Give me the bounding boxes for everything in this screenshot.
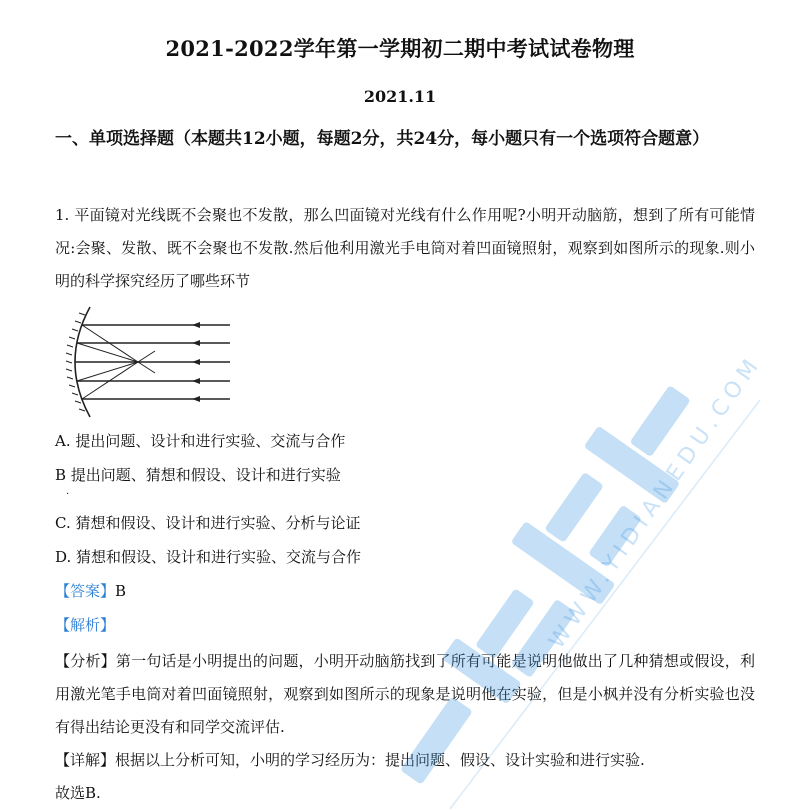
detail-paragraph bbox=[55, 744, 755, 810]
option-d: D. 猜想和假设、设计和进行实验、交流与合作 bbox=[55, 548, 362, 566]
watermark-url: WWW.YIDIANEDU.COM bbox=[544, 350, 767, 654]
analysis-paragraph bbox=[55, 645, 755, 744]
analysis-tag: 【分析】 bbox=[55, 652, 116, 670]
option-b-dot: . bbox=[66, 486, 70, 497]
option-a: A. 提出问题、设计和进行实验、交流与合作 bbox=[55, 432, 346, 450]
exam-date: 2021.11 bbox=[363, 87, 437, 106]
option-c: C. 猜想和假设、设计和进行实验、分析与论证 bbox=[55, 514, 361, 532]
exam-title: 2021-2022学年第一学期初二期中考试试卷物理 bbox=[165, 36, 635, 61]
question-stem: 1. 平面镜对光线既不会聚也不发散，那么凹面镜对光线有什么作用呢?小明开动脑筋，想到了所有可能情况:会聚、发散、既不会聚也不发散.然后他利用激光手电筒对着凹面镜照射，观察到如图所示的现象.则小明的科学探究经历了哪些环节 bbox=[55, 206, 755, 290]
conclusion-text: 故选B. bbox=[55, 784, 101, 802]
answer-line bbox=[55, 580, 126, 601]
detail-text: 根据以上分析可知，小明的学习经历为：提出问题、假设、设计实验和进行实验. bbox=[115, 751, 645, 769]
concave-mirror-figure bbox=[60, 305, 240, 420]
explain-tag: 【解析】 bbox=[55, 616, 116, 634]
answer-value: B bbox=[115, 582, 127, 600]
section-heading: 一、单项选择题（本题共12小题，每题2分，共24分，每小题只有一个选项符合题意） bbox=[55, 129, 710, 149]
option-b: B 提出问题、猜想和假设、设计和进行实验 bbox=[55, 466, 341, 484]
ray-arrows bbox=[192, 322, 200, 402]
detail-tag: 【详解】 bbox=[55, 751, 116, 769]
answer-tag: 【答案】 bbox=[55, 582, 116, 600]
analysis-text: 第一句话是小明提出的问题，小明开动脑筋找到了所有可能是说明他做出了几种猜想或假设，利用激光笔手电筒对着凹面镜照射，观察到如图所示的现象是说明他在实验，但是小枫并没有分析实验也没有得出结论更没有和同学交流评估. bbox=[55, 652, 755, 736]
